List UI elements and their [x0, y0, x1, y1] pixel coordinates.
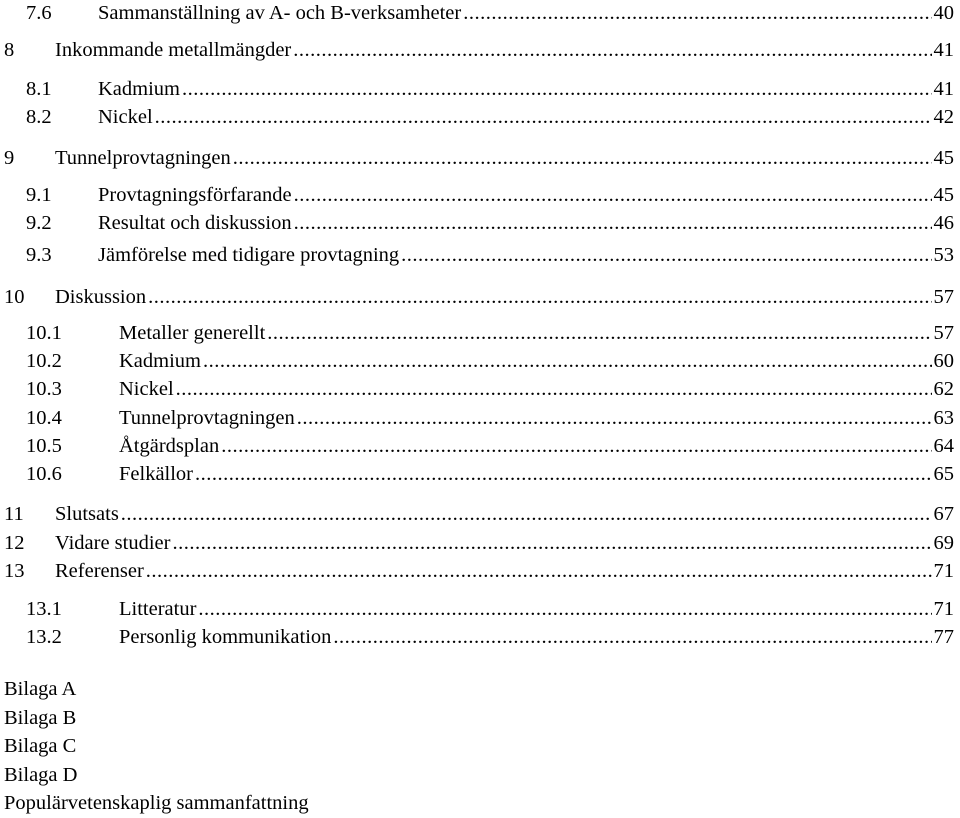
dot-leader	[146, 558, 932, 584]
dot-leader	[297, 405, 932, 431]
page-number: 69	[933, 532, 954, 554]
toc-entry-10-5[interactable]	[0, 433, 954, 459]
page-number: 71	[933, 598, 954, 620]
toc-entry-8-2[interactable]	[0, 104, 954, 130]
section-number: 8.2	[26, 106, 52, 128]
section-number: 10.1	[26, 322, 62, 344]
page-number: 41	[933, 39, 954, 61]
section-number: 9	[4, 147, 15, 169]
dot-leader	[401, 242, 931, 268]
toc-entry-9-3[interactable]	[0, 242, 954, 268]
toc-entry-13[interactable]	[0, 558, 954, 584]
dot-leader	[155, 104, 932, 130]
toc-entry-10-4[interactable]	[0, 405, 954, 431]
page-number: 60	[933, 350, 954, 372]
section-number: 10	[4, 286, 25, 308]
section-title: Slutsats	[55, 503, 119, 525]
toc-entry-9[interactable]	[0, 145, 954, 171]
dot-leader	[294, 182, 932, 208]
dot-leader	[233, 145, 932, 171]
toc-entry-13-1[interactable]	[0, 596, 954, 622]
toc-entry-12[interactable]	[0, 530, 954, 556]
section-title: Diskussion	[55, 286, 147, 308]
section-number: 10.4	[26, 407, 62, 429]
section-title: Tunnelprovtagningen	[119, 407, 295, 429]
section-title: Felkällor	[119, 463, 194, 485]
toc-entry-9-1[interactable]	[0, 182, 954, 208]
section-title: Jämförelse med tidigare provtagning	[98, 244, 400, 266]
section-number: 10.6	[26, 463, 62, 485]
toc-entry-13-2[interactable]	[0, 624, 954, 650]
section-title: Kadmium	[119, 350, 201, 372]
page-number: 40	[933, 2, 954, 24]
dot-leader	[148, 284, 931, 310]
dot-leader	[267, 320, 931, 346]
toc-entry-7-6[interactable]	[0, 0, 954, 26]
section-title: Resultat och diskussion	[98, 212, 292, 234]
dot-leader	[121, 501, 932, 527]
page-number: 64	[933, 435, 954, 457]
appendix-c[interactable]: Bilaga C	[4, 735, 77, 757]
toc-entry-10[interactable]	[0, 284, 954, 310]
section-number: 13.2	[26, 626, 62, 648]
toc-entry-8[interactable]	[0, 37, 954, 63]
dot-leader	[463, 0, 931, 26]
appendix-d[interactable]: Bilaga D	[4, 764, 78, 786]
dot-leader	[333, 624, 931, 650]
toc-entry-10-2[interactable]	[0, 348, 954, 374]
toc-entry-9-2[interactable]	[0, 210, 954, 236]
dot-leader	[176, 376, 932, 402]
page-number: 71	[933, 560, 954, 582]
section-title: Nickel	[119, 378, 174, 400]
section-title: Referenser	[55, 560, 144, 582]
section-title: Provtagningsförfarande	[98, 184, 292, 206]
section-number: 10.2	[26, 350, 62, 372]
section-title: Tunnelprovtagningen	[55, 147, 231, 169]
section-title: Inkommande metallmängder	[55, 39, 292, 61]
page-number: 45	[933, 147, 954, 169]
page-number: 62	[933, 378, 954, 400]
section-number: 12	[4, 532, 25, 554]
dot-leader	[195, 461, 931, 487]
page-number: 45	[933, 184, 954, 206]
section-number: 13	[4, 560, 25, 582]
appendix-a[interactable]: Bilaga A	[4, 678, 77, 700]
dot-leader	[294, 210, 932, 236]
toc-entry-10-6[interactable]	[0, 461, 954, 487]
section-number: 9.3	[26, 244, 52, 266]
section-number: 7.6	[26, 2, 52, 24]
toc-entry-8-1[interactable]	[0, 76, 954, 102]
section-number: 11	[4, 503, 24, 525]
section-title: Personlig kommunikation	[119, 626, 332, 648]
section-title: Kadmium	[98, 78, 180, 100]
dot-leader	[182, 76, 932, 102]
appendix-b[interactable]: Bilaga B	[4, 707, 77, 729]
section-title: Metaller generellt	[119, 322, 266, 344]
section-number: 10.3	[26, 378, 62, 400]
toc-entry-10-1[interactable]	[0, 320, 954, 346]
dot-leader	[293, 37, 931, 63]
page-number: 65	[933, 463, 954, 485]
popular-science-summary[interactable]: Populärvetenskaplig sammanfattning	[4, 792, 309, 814]
toc-entry-11[interactable]	[0, 501, 954, 527]
dot-leader	[172, 530, 931, 556]
page-number: 41	[933, 78, 954, 100]
page-number: 63	[933, 407, 954, 429]
section-number: 8.1	[26, 78, 52, 100]
section-title: Vidare studier	[55, 532, 171, 554]
page-number: 53	[933, 244, 954, 266]
section-number: 10.5	[26, 435, 62, 457]
section-title: Litteratur	[119, 598, 197, 620]
page-number: 67	[933, 503, 954, 525]
section-number: 9.2	[26, 212, 52, 234]
section-number: 13.1	[26, 598, 62, 620]
section-title: Åtgärdsplan	[119, 435, 220, 457]
section-title: Nickel	[98, 106, 153, 128]
dot-leader	[203, 348, 932, 374]
dot-leader	[221, 433, 931, 459]
page-number: 42	[933, 106, 954, 128]
dot-leader	[198, 596, 931, 622]
page-number: 46	[933, 212, 954, 234]
page-number: 57	[933, 286, 954, 308]
toc-entry-10-3[interactable]	[0, 376, 954, 402]
section-title: Sammanställning av A- och B-verksamheter	[98, 2, 462, 24]
page-number: 57	[933, 322, 954, 344]
page-number: 77	[933, 626, 954, 648]
section-number: 9.1	[26, 184, 52, 206]
section-number: 8	[4, 39, 15, 61]
